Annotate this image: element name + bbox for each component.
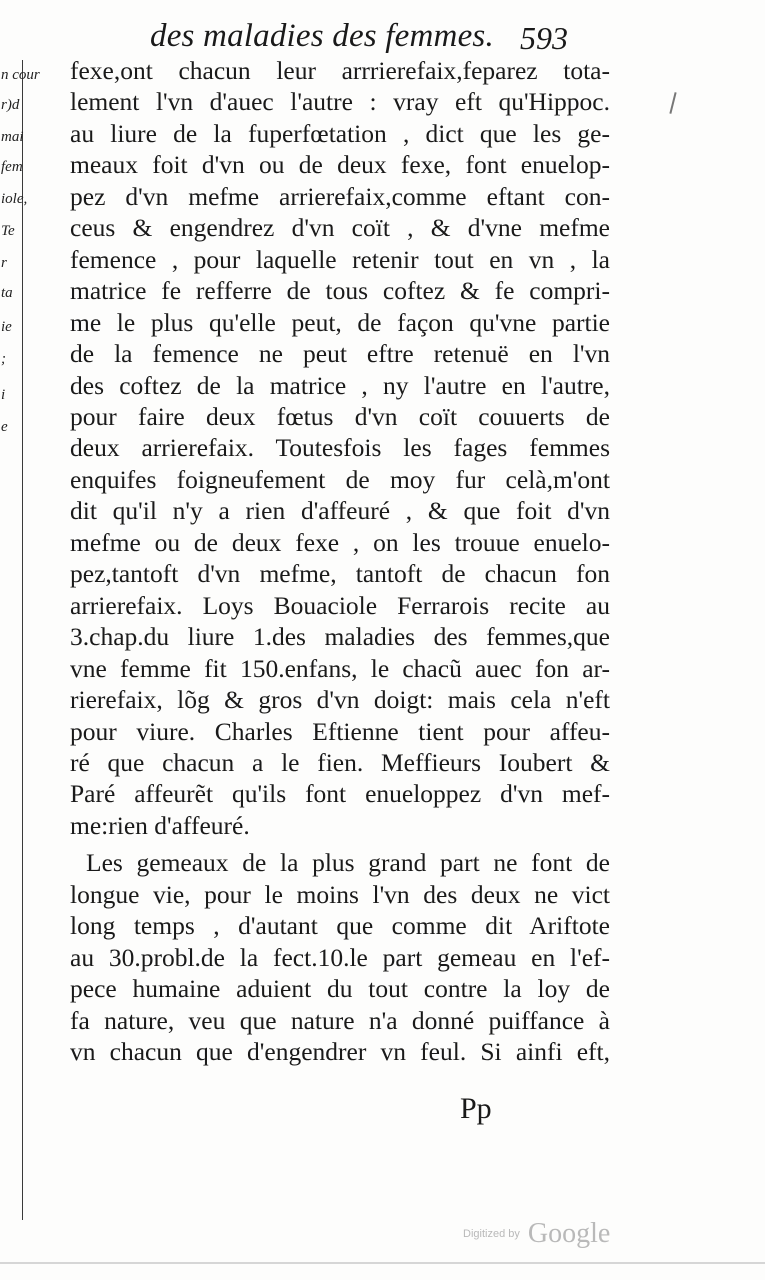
text-line: pece humaine aduient du tout contre la loy de <box>70 974 610 1004</box>
text-line: Les gemeaux de la plus grand part ne font de <box>86 848 610 878</box>
text-line: meaux foit d'vn ou de deux fexe, font enuelop- <box>70 150 610 180</box>
text-line: rierefaix, lõg & gros d'vn doigt: mais cela n'eft <box>70 685 610 715</box>
text-line: pez d'vn mefme arrierefaix,comme eftant con- <box>70 181 610 211</box>
text-line: vn chacun que d'engendrer vn feul. Si ainfi eft, <box>70 1037 610 1067</box>
text-line: fa nature, veu que nature n'a donné puiffance à <box>70 1005 610 1035</box>
page-number: 593 <box>520 20 568 56</box>
text-line: vne femme fit 150.enfans, le chacũ auec fon ar- <box>70 653 610 683</box>
watermark-prefix: Digitized by <box>463 1228 520 1240</box>
text-line: arrierefaix. Loys Bouaciole Ferrarois recite au <box>70 590 610 620</box>
text-line: enquifes foigneufement de moy fur celà,m'ont <box>70 464 610 494</box>
text-line: mefme ou de deux fexe , on les trouue enuelo- <box>70 527 610 557</box>
text-line: pour viure. Charles Eftienne tient pour affeu- <box>70 716 610 746</box>
body-text <box>70 55 610 1068</box>
text-line: 3.chap.du liure 1.des maladies des femmes,que <box>70 622 610 652</box>
text-line: dit qu'il n'y a rien d'affeuré , & que foit d'vn <box>70 496 610 526</box>
paragraph <box>70 847 610 1067</box>
text-line: au 30.probl.de la fect.10.le part gemeau en l'ef- <box>70 942 610 972</box>
text-line: lement l'vn d'auec l'autre : vray eft qu'Hippoc. <box>70 87 610 117</box>
text-line: deux arrierefaix. Toutesfois les fages femmes <box>70 433 610 463</box>
running-head: des maladies des femmes. <box>150 18 494 54</box>
text-line: Paré affeurẽt qu'ils font enueloppez d'vn mef- <box>70 779 610 809</box>
google-logo-text: Google <box>527 1218 611 1249</box>
margin-fragment: r)d <box>1 97 20 113</box>
text-line: me le plus qu'elle peut, de façon qu'vne partie <box>70 307 610 337</box>
text-line: long temps , d'autant que comme dit Ariftote <box>70 911 610 941</box>
margin-tick-mark <box>669 92 676 114</box>
digitized-by-watermark <box>463 1218 610 1250</box>
text-line: de la femence ne peut eftre retenuë en l'vn <box>70 339 610 369</box>
margin-fragment: n cour <box>1 67 40 83</box>
margin-fragment: ie <box>1 319 12 335</box>
margin-fragment: Te <box>1 223 15 239</box>
text-line: ceus & engendrez d'vn coït , & d'vne mefme <box>70 213 610 243</box>
catchword: Pp <box>460 1092 492 1125</box>
text-line: fexe,ont chacun leur arrrierefaix,feparez tota- <box>70 56 610 85</box>
text-line: longue vie, pour le moins l'vn des deux ne vict <box>70 879 610 909</box>
paragraph <box>70 55 610 841</box>
margin-fragment: i <box>1 387 6 403</box>
text-line: ré que chacun a le fien. Meffieurs Ioubert & <box>70 747 610 777</box>
margin-fragment: ta <box>1 285 13 301</box>
text-line: femence , pour laquelle retenir tout en vn , la <box>70 244 610 274</box>
text-line: pour faire deux fœtus d'vn coït couuerts de <box>70 401 610 431</box>
text-line: des coftez de la matrice , ny l'autre en l'autre, <box>70 370 610 400</box>
margin-fragment: r <box>1 255 7 271</box>
text-line: matrice fe refferre de tous coftez & fe compri- <box>70 276 610 306</box>
text-line: au liure de la fuperfœtation , dict que les ge- <box>70 118 610 148</box>
text-line: pez,tantoft d'vn mefme, tantoft de chacun fon <box>70 559 610 589</box>
margin-fragment: iole, <box>1 191 28 207</box>
margin-fragment: e <box>1 419 8 435</box>
text-line: me:rien d'affeuré. <box>70 810 250 840</box>
margin-fragment: mai <box>1 129 24 145</box>
facing-page-margin <box>0 60 40 1220</box>
margin-fragment: fem <box>1 159 23 175</box>
margin-fragment: ; <box>1 351 6 367</box>
scan-bottom-edge <box>0 1262 765 1264</box>
